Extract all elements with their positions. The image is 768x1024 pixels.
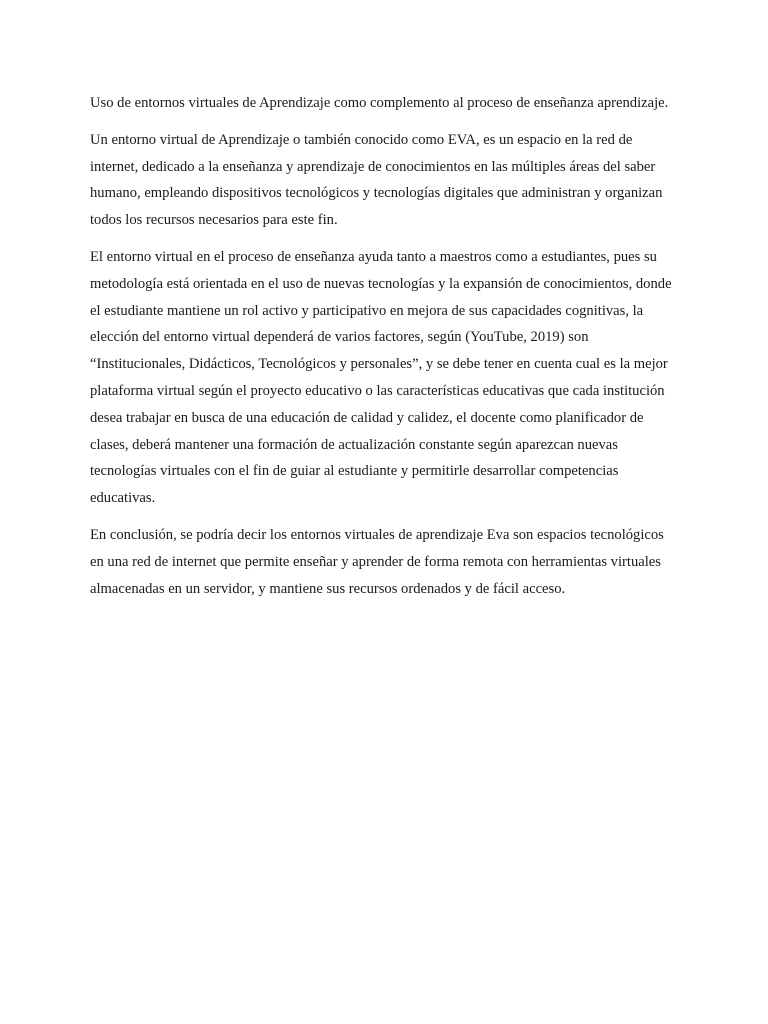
- document-title: Uso de entornos virtuales de Aprendizaje como complemento al proceso de enseñanza aprendizaje.: [90, 95, 669, 111]
- document-body: [90, 90, 680, 612]
- paragraph-conclusion: En conclusión, se podría decir los entornos virtuales de aprendizaje Eva son espacios tecnológicos en una red de internet que permite enseñar y aprender de forma remota con herramientas virtuales almacenadas en un servidor, y mantiene sus recursos ordenados y de fácil acceso.: [90, 526, 664, 597]
- paragraph-teaching-process: El entorno virtual en el proceso de enseñanza ayuda tanto a maestros como a estudiantes, pues su metodología está orientada en el uso de nuevas tecnologías y la expansión de conocimientos, donde el estudiante mantiene un rol activo y participativo en mejora de sus capacidades cognitivas, la elección del entorno virtual dependerá de varios factores, según (YouTube, 2019) son “Institucionales, Didácticos, Tecnológicos y personales”, y se debe tener en cuenta cual es la mejor plataforma virtual según el proyecto educativo o las características educativas que cada institución desea trabajar en busca de una educación de calidad y calidez, el docente como planificador de clases, deberá mantener una formación de actualización constante según aparezcan nuevas tecnologías virtuales con el fin de guiar al estudiante y permitirle desarrollar competencias educativas.: [90, 248, 672, 507]
- paragraph-definition: Un entorno virtual de Aprendizaje o también conocido como EVA, es un espacio en la red de internet, dedicado a la enseñanza y aprendizaje de conocimientos en las múltiples áreas del saber humano, empleando dispositivos tecnológicos y tecnologías digitales que administran y organizan todos los recursos necesarios para este fin.: [90, 131, 663, 229]
